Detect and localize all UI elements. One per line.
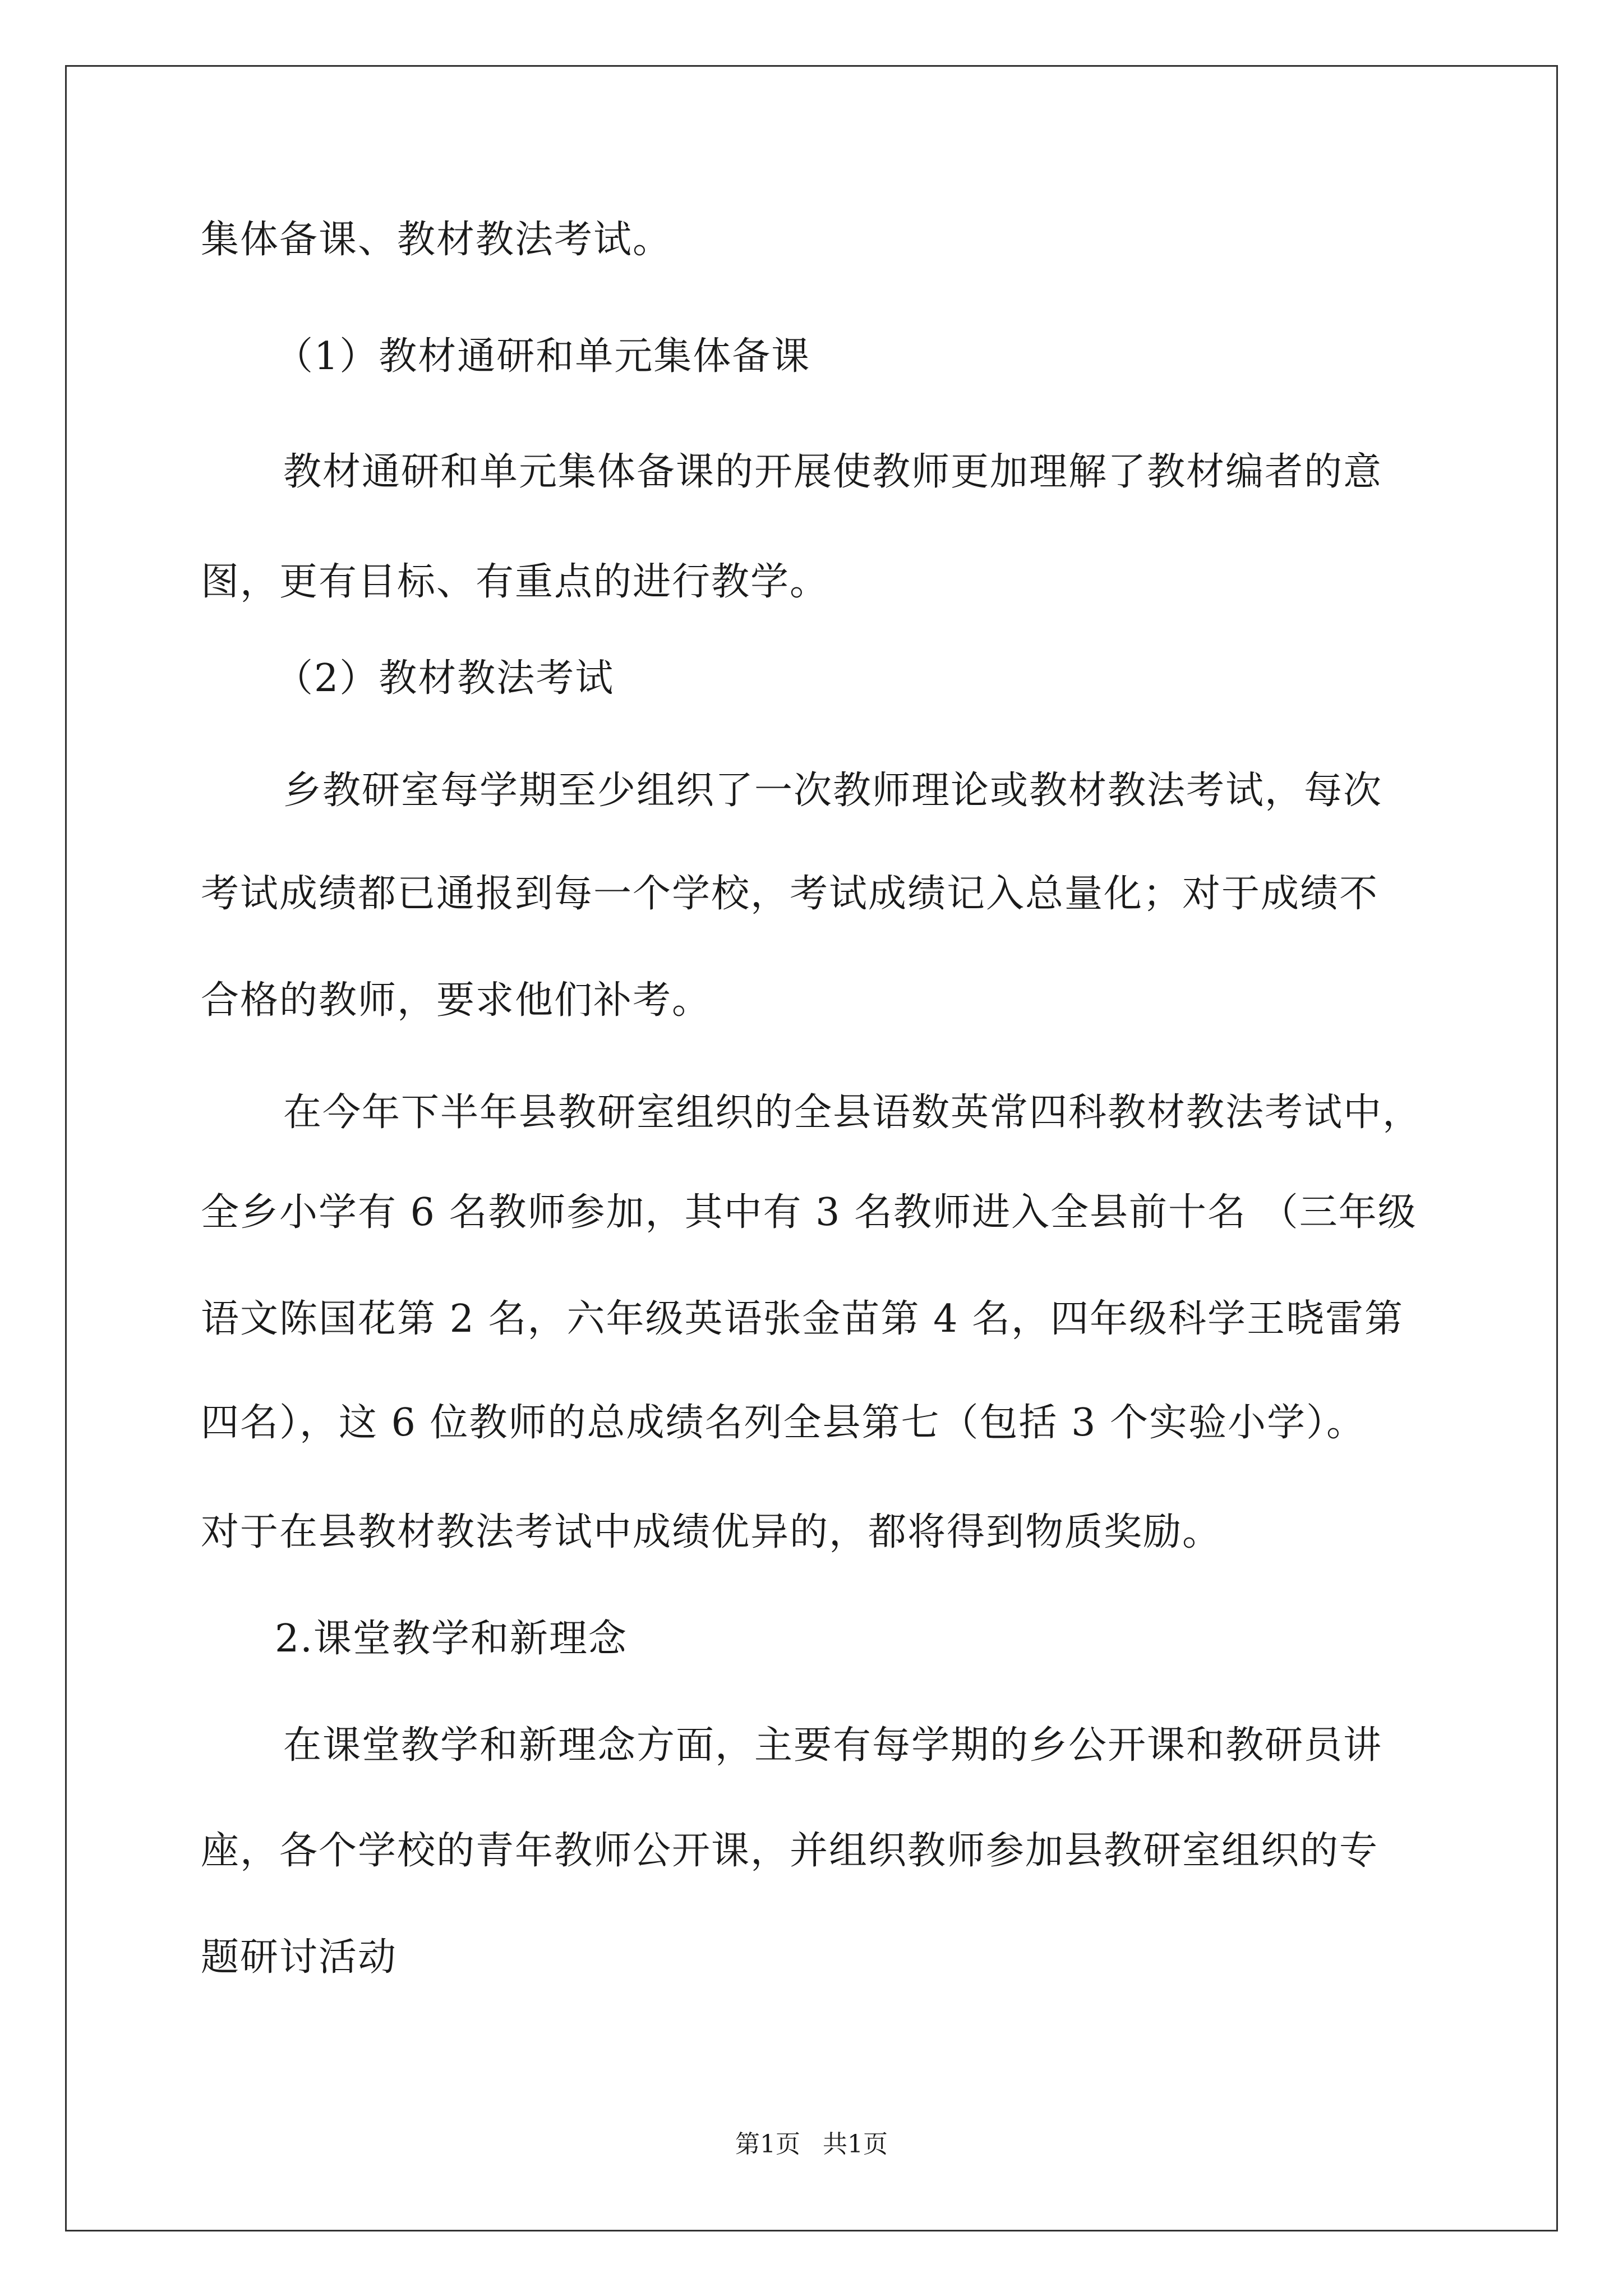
text-line: 教材通研和单元集体备课的开展使教师更加理解了教材编者的意 <box>283 450 1383 494</box>
text-line: 在今年下半年县教研室组织的全县语数英常四科教材教法考试中， <box>283 1091 1422 1135</box>
section-heading: （2）教材教法考试 <box>275 656 615 701</box>
section-heading: 2.课堂教学和新理念 <box>275 1617 628 1661</box>
text-line: 在课堂教学和新理念方面，主要有每学期的乡公开课和教研员讲 <box>283 1723 1383 1768</box>
text-line: 题研讨活动 <box>201 1935 398 1980</box>
text-line: 全乡小学有 6 名教师参加，其中有 3 名教师进入全县前十名 （三年级 <box>201 1190 1417 1235</box>
text-line: 四名），这 6 位教师的总成绩名列全县第七（包括 3 个实验小学）。 <box>201 1401 1366 1445</box>
text-line: 乡教研室每学期至少组织了一次教师理论或教材教法考试，每次 <box>283 769 1383 813</box>
page-border <box>65 65 1558 2231</box>
text-line: 语文陈国花第 2 名，六年级英语张金苗第 4 名，四年级科学王晓雷第 <box>201 1297 1404 1341</box>
page-number: 第1页 <box>735 2130 800 2159</box>
section-heading: （1）教材通研和单元集体备课 <box>275 334 811 379</box>
text-line: 对于在县教材教法考试中成绩优异的，都将得到物质奖励。 <box>201 1510 1222 1554</box>
text-line: 合格的教师，要求他们补考。 <box>201 978 712 1023</box>
text-line: 图，更有目标、有重点的进行教学。 <box>201 560 829 604</box>
text-line: 集体备课、教材教法考试。 <box>201 218 672 262</box>
page-footer <box>0 2129 1623 2160</box>
page-total: 共1页 <box>823 2130 888 2159</box>
text-line: 座，各个学校的青年教师公开课，并组织教师参加县教研室组织的专 <box>201 1829 1379 1873</box>
text-line: 考试成绩都已通报到每一个学校，考试成绩记入总量化；对于成绩不 <box>201 872 1379 916</box>
